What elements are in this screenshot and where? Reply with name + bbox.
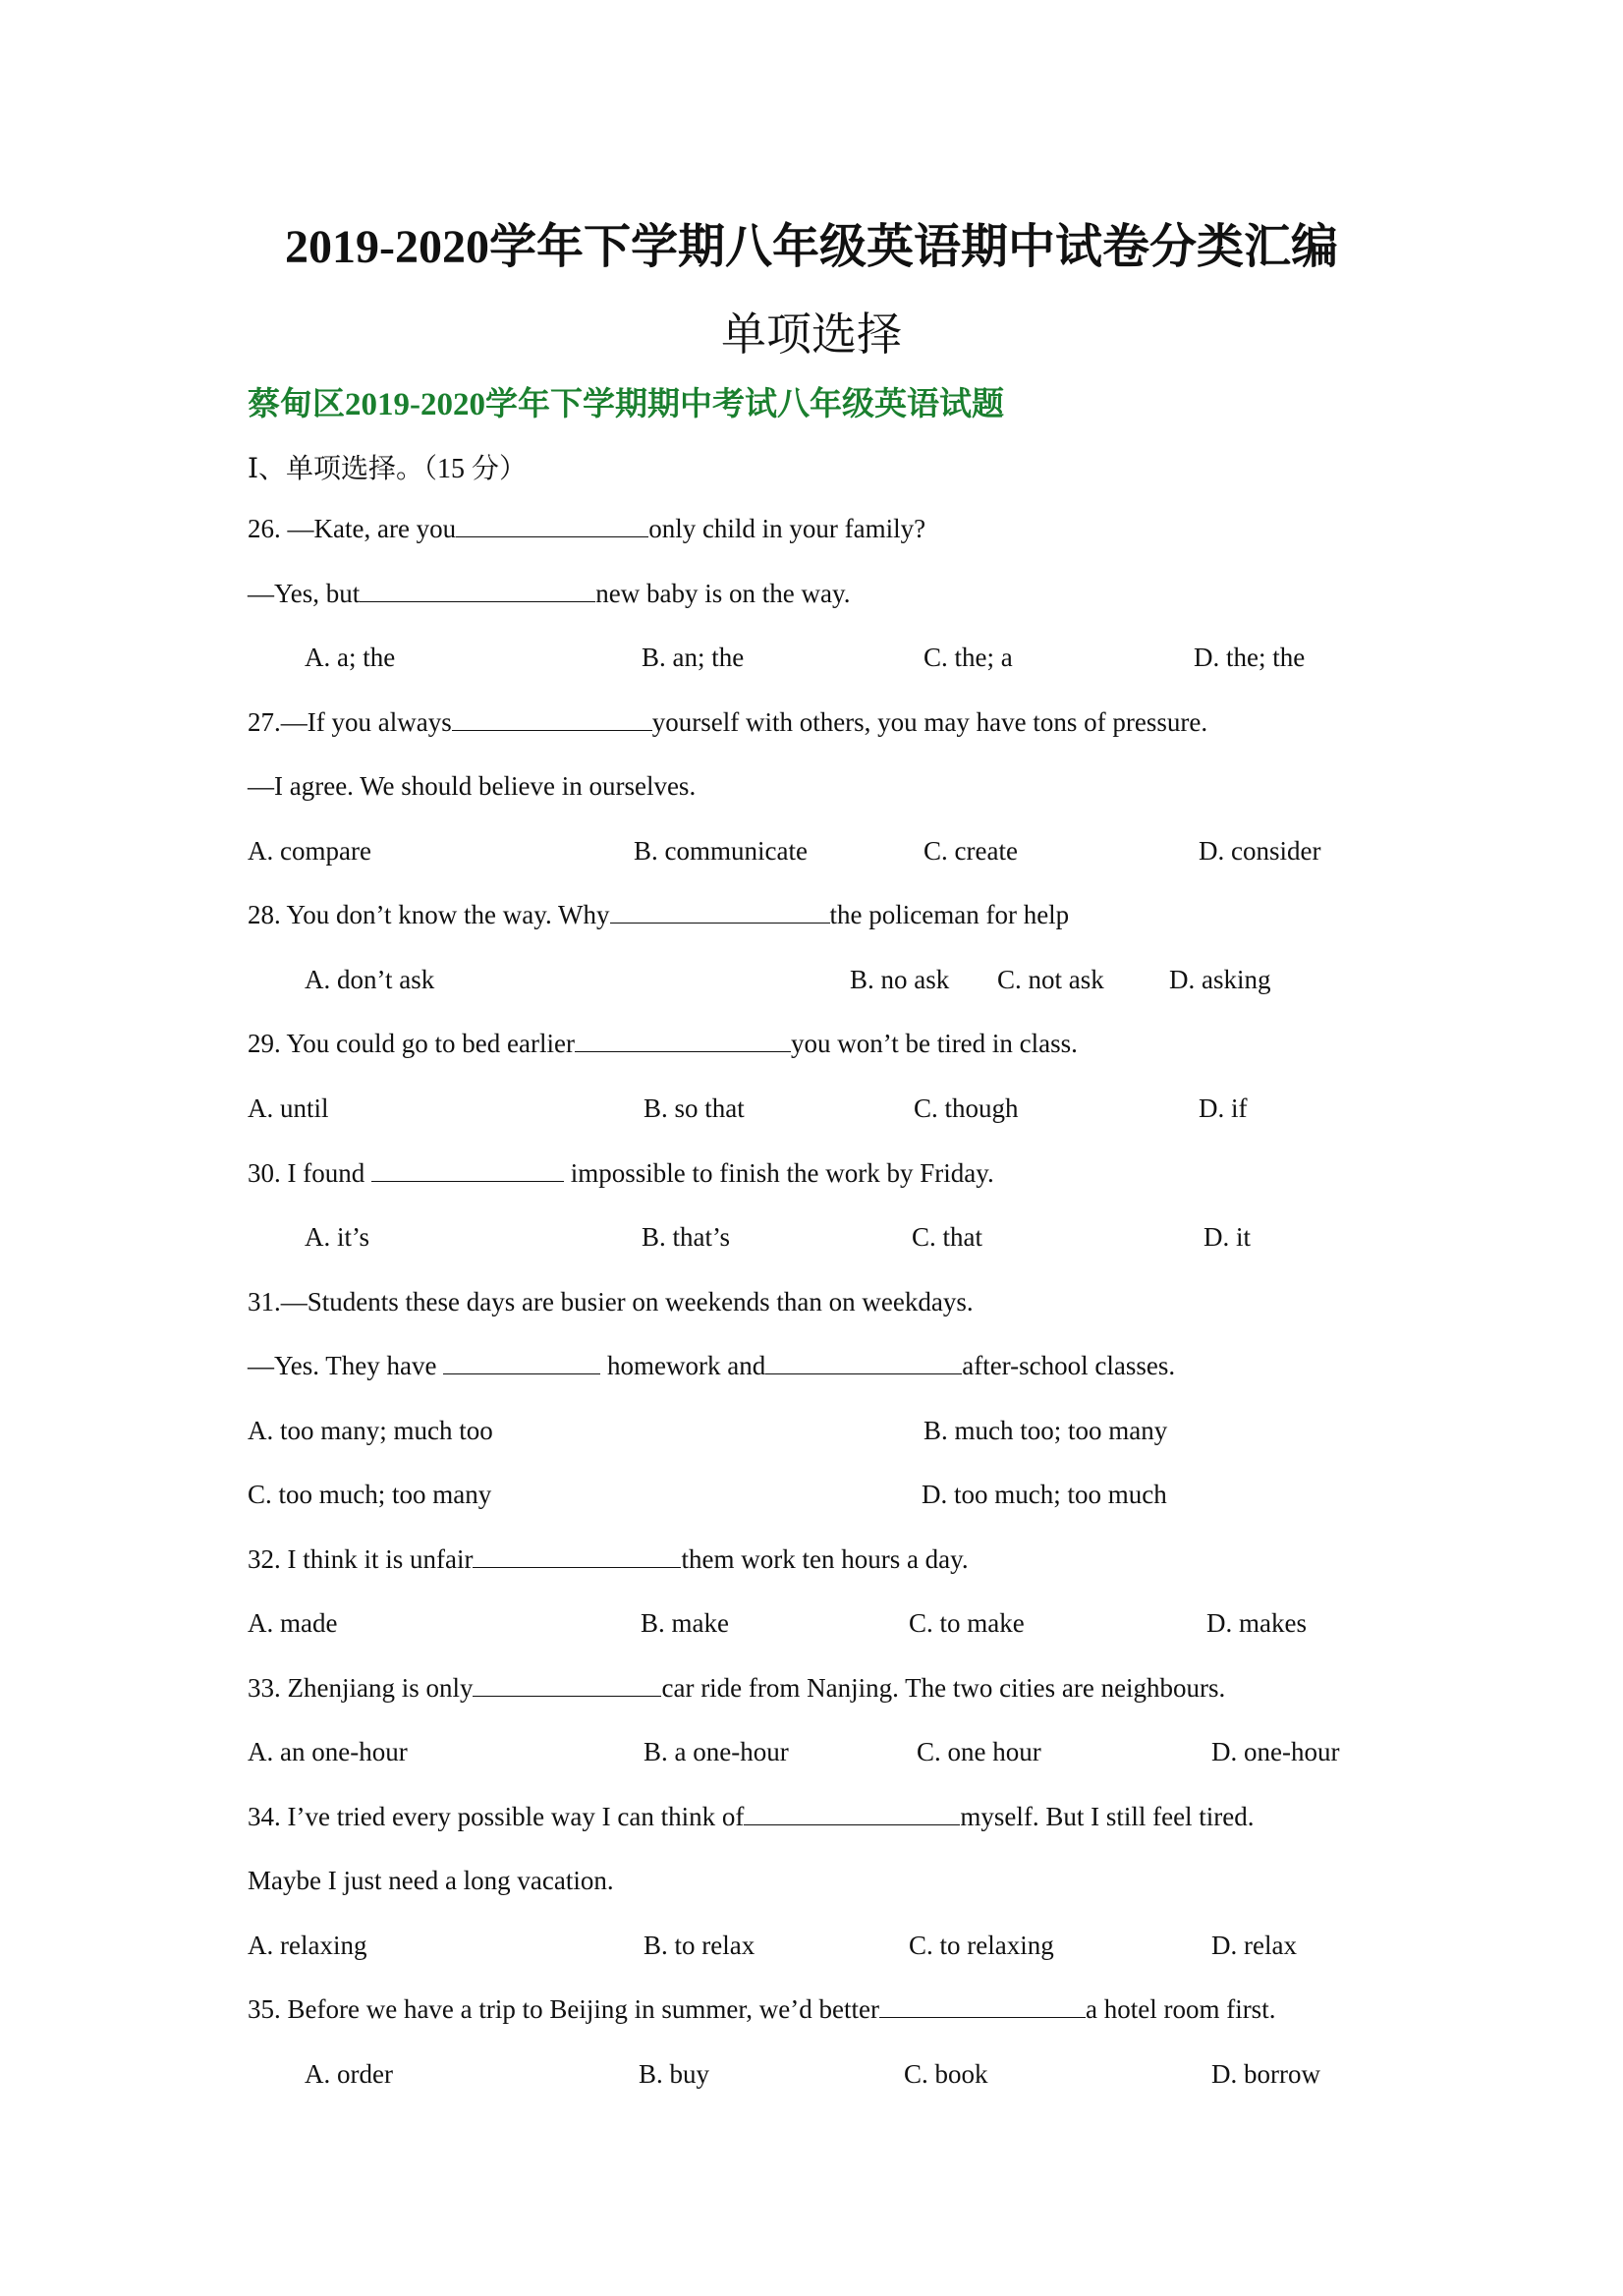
option-a: A. order (305, 2059, 393, 2089)
answer-blank (371, 1159, 564, 1182)
question-stem: 30. I found impossible to finish the work by Friday. (248, 1158, 994, 1188)
option-c: C. not ask (997, 965, 1104, 994)
option-c: C. the; a (923, 643, 1013, 672)
option-c: C. though (914, 1093, 1019, 1123)
part-label: Ⅰ、单项选择。（15 分） (248, 454, 528, 484)
option-a: A. made (248, 1608, 338, 1638)
option-b: B. much too; too many (923, 1416, 1168, 1445)
option-d: D. consider (1199, 836, 1321, 866)
question-stem: 33. Zhenjiang is only car ride from Nanjing. The two cities are neighbours. (248, 1673, 1226, 1703)
question-stem: —I agree. We should believe in ourselves. (248, 771, 697, 801)
option-c: C. too much; too many (248, 1480, 492, 1509)
answer-blank (452, 708, 652, 731)
option-c: C. create (923, 836, 1018, 866)
question-stem: 32. I think it is unfair them work ten hours a day. (248, 1544, 969, 1574)
option-d: D. asking (1169, 965, 1271, 994)
option-b: B. a one-hour (644, 1737, 789, 1766)
option-c: C. to make (909, 1608, 1025, 1638)
answer-blank (575, 1030, 791, 1052)
answer-blank (360, 580, 595, 602)
option-a: A. a; the (305, 643, 396, 672)
option-a: A. it’s (305, 1222, 370, 1252)
option-a: A. compare (248, 836, 371, 866)
page-title: 2019-2020学年下学期八年级英语期中试卷分类汇编 (285, 221, 1338, 273)
option-c: C. one hour (917, 1737, 1041, 1766)
option-d: D. too much; too much (922, 1480, 1167, 1509)
option-d: D. it (1203, 1222, 1252, 1252)
answer-blank (456, 515, 648, 537)
option-a: A. an one-hour (248, 1737, 408, 1766)
option-d: D. one-hour (1211, 1737, 1340, 1766)
question-stem: 35. Before we have a trip to Beijing in summer, we’d better a hotel room first. (248, 1994, 1276, 2024)
option-c: C. to relaxing (909, 1931, 1054, 1960)
answer-blank (744, 1803, 960, 1825)
answer-blank (879, 1995, 1086, 2018)
option-d: D. borrow (1211, 2059, 1320, 2089)
option-b: B. an; the (642, 643, 745, 672)
question-stem: 31.—Students these days are busier on weekends than on weekdays. (248, 1287, 974, 1316)
option-b: B. no ask (850, 965, 950, 994)
question-stem: Maybe I just need a long vacation. (248, 1866, 614, 1895)
option-c: C. book (904, 2059, 988, 2089)
option-a: A. until (248, 1093, 329, 1123)
question-stem: 28. You don’t know the way. Why the policeman for help (248, 900, 1070, 929)
question-stem: 27.—If you always yourself with others, you may have tons of pressure. (248, 707, 1208, 737)
option-a: A. too many; much too (248, 1416, 493, 1445)
answer-blank (443, 1352, 600, 1374)
answer-blank (610, 901, 830, 924)
answer-blank (473, 1674, 661, 1697)
option-a: A. relaxing (248, 1931, 367, 1960)
question-stem: —Yes, but new baby is on the way. (248, 579, 851, 608)
page-subtitle: 单项选择 (721, 309, 902, 360)
option-b: B. so that (644, 1093, 745, 1123)
option-c: C. that (912, 1222, 982, 1252)
option-d: D. relax (1211, 1931, 1297, 1960)
section-title: 蔡甸区2019-2020学年下学期期中考试八年级英语试题 (248, 387, 1004, 422)
question-stem: 34. I’ve tried every possible way I can think of myself. But I still feel tired. (248, 1802, 1255, 1831)
option-a: A. don’t ask (305, 965, 435, 994)
question-stem: 29. You could go to bed earlier you won’t be tired in class. (248, 1029, 1078, 1058)
question-stem: —Yes. They have homework and after-school classes. (248, 1351, 1176, 1380)
option-d: D. the; the (1194, 643, 1306, 672)
option-d: D. if (1199, 1093, 1248, 1123)
option-b: B. to relax (644, 1931, 756, 1960)
option-d: D. makes (1206, 1608, 1307, 1638)
option-b: B. make (641, 1608, 729, 1638)
question-stem: 26. —Kate, are you only child in your family? (248, 514, 926, 543)
answer-blank (765, 1352, 962, 1374)
option-b: B. buy (639, 2059, 710, 2089)
option-b: B. that’s (642, 1222, 731, 1252)
option-b: B. communicate (634, 836, 808, 866)
answer-blank (473, 1545, 681, 1568)
